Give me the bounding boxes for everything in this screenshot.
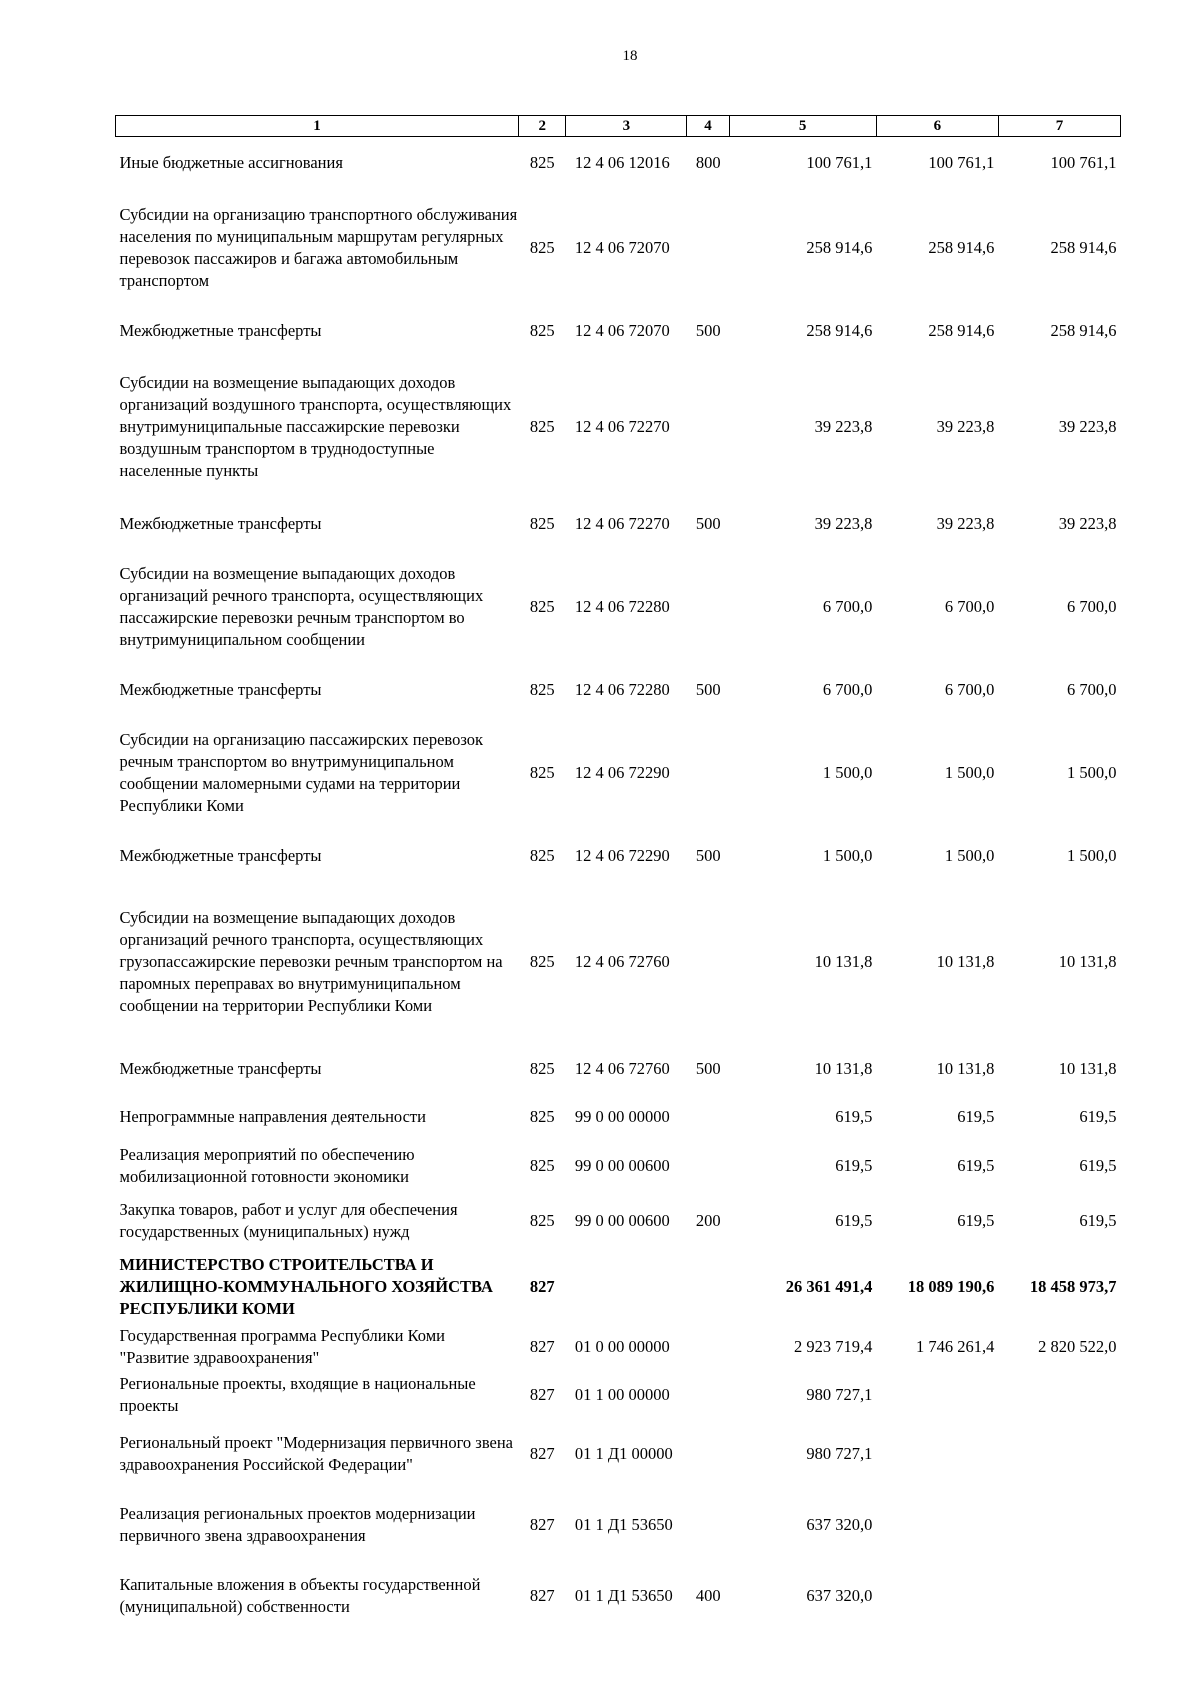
ministry-code: 825 [529,679,555,699]
amount-col6: 1 500,0 [944,762,995,782]
amount-col6: 619,5 [957,1106,995,1126]
target-code: 12 4 06 72070 [574,237,670,257]
ministry-code: 825 [529,1106,555,1126]
amount-col5: 100 761,1 [806,152,873,172]
ministry-code: 825 [529,513,555,533]
row-name: Региональные проекты, входящие в национальные проекты [119,1373,476,1415]
ministry-code: 827 [529,1276,555,1296]
expense-type [687,1371,729,1419]
amount-col5: 637 320,0 [806,1585,873,1605]
target-code [566,1251,687,1323]
row-name: Реализация региональных проектов модернизации первичного звена здравоохранения [119,1503,476,1545]
page-number: 18 [622,48,638,64]
amount-col6 [876,1489,998,1561]
row-name: Межбюджетные трансферты [119,513,322,533]
amount-col5: 39 223,8 [814,513,873,533]
row-name: Субсидии на организацию пассажирских перевозок речным транспортом во внутримуниципальном сообщении маломерными судами на территории Республики Коми [119,729,484,815]
column-header: 4 [687,116,729,137]
ministry-code: 827 [529,1514,555,1534]
table-row [116,355,1121,500]
table-row [116,189,1121,307]
amount-col7 [998,1371,1120,1419]
ministry-code: 825 [529,1155,555,1175]
ministry-code: 825 [529,596,555,616]
row-name: Региональный проект "Модернизация первичного звена здравоохранения Российской Федерации" [119,1432,513,1474]
amount-col5: 10 131,8 [814,952,873,971]
amount-col5: 39 223,8 [814,417,873,436]
table-row [116,1093,1121,1141]
target-code: 12 4 06 72270 [574,417,670,436]
amount-col6 [876,1561,998,1631]
target-code: 12 4 06 72280 [574,596,670,616]
column-header: 2 [519,116,566,137]
table-row [116,880,1121,1045]
expense-type: 500 [695,320,721,340]
target-code: 01 1 Д1 00000 [574,1443,673,1463]
column-header: 1 [116,116,519,137]
expense-type [687,880,729,1045]
amount-col5: 1 500,0 [822,762,873,782]
amount-col6: 10 131,8 [936,1058,995,1078]
expense-type [687,1489,729,1561]
target-code: 12 4 06 72760 [574,1058,670,1078]
target-code: 12 4 06 72760 [574,952,670,971]
table-row [116,666,1121,714]
row-name: Непрограммные направления деятельности [119,1106,426,1126]
table-row [116,1323,1121,1371]
table-row [116,832,1121,880]
amount-col7 [998,1419,1120,1489]
ministry-code: 827 [529,1336,555,1356]
table-row [116,548,1121,666]
column-header: 5 [729,116,876,137]
row-name: Реализация мероприятий по обеспечению мобилизационной готовности экономики [119,1144,415,1186]
target-code: 12 4 06 72280 [574,679,670,699]
ministry-code: 827 [529,1384,555,1404]
table-row [116,1419,1121,1489]
table-row [116,1561,1121,1631]
ministry-code: 825 [529,237,555,257]
amount-col6: 100 761,1 [928,152,995,172]
column-header: 7 [998,116,1120,137]
expense-type [687,1141,729,1191]
amount-col6: 39 223,8 [936,513,995,533]
table-row [116,1141,1121,1191]
amount-col5: 619,5 [835,1210,873,1230]
expense-type [687,189,729,307]
table-row [116,1371,1121,1419]
row-name: Закупка товаров, работ и услуг для обеспечения государственных (муниципальных) нужд [119,1199,458,1241]
row-name: Субсидии на возмещение выпадающих доходов организаций речного транспорта, осуществляющих грузопассажирские перевозки речным транспортом на паромных переправах во внутримуниципальном сообщении на территории Республики Коми [119,908,503,1015]
amount-col7: 258 914,6 [1050,237,1117,257]
amount-col5: 637 320,0 [806,1514,873,1534]
ministry-code: 825 [529,1210,555,1230]
row-name: Иные бюджетные ассигнования [119,152,343,172]
amount-col7: 39 223,8 [1058,417,1117,436]
table-row [116,714,1121,832]
amount-col6: 258 914,6 [928,320,995,340]
ministry-code: 825 [529,417,555,436]
ministry-code: 825 [529,762,555,782]
target-code: 99 0 00 00600 [574,1210,670,1230]
amount-col6: 258 914,6 [928,237,995,257]
amount-col5: 10 131,8 [814,1058,873,1078]
expense-type [687,714,729,832]
expense-type [687,1093,729,1141]
amount-col7: 1 500,0 [1067,845,1117,865]
row-name: Субсидии на организацию транспортного обслуживания населения по муниципальным маршрутам регулярных перевозок пассажиров и багажа автомобильным транспортом [119,204,518,290]
amount-col5: 6 700,0 [822,596,873,616]
target-code: 12 4 06 72270 [574,513,670,533]
expense-type: 200 [695,1210,721,1230]
row-name: Межбюджетные трансферты [119,320,322,340]
target-code: 99 0 00 00600 [574,1155,670,1175]
amount-col7: 258 914,6 [1050,320,1117,340]
amount-col5: 619,5 [835,1106,873,1126]
amount-col5: 2 923 719,4 [793,1336,873,1356]
amount-col5: 980 727,1 [806,1443,873,1463]
expense-type: 800 [695,152,721,172]
amount-col7: 10 131,8 [1058,952,1117,971]
table-row [116,1489,1121,1561]
amount-col7 [998,1561,1120,1631]
expense-type [687,1323,729,1371]
ministry-code: 825 [529,320,555,340]
amount-col6: 1 746 261,4 [916,1336,995,1356]
amount-col7: 100 761,1 [1050,152,1117,172]
target-code: 12 4 06 72290 [574,762,670,782]
target-code: 12 4 06 72290 [574,845,670,865]
amount-col6: 6 700,0 [944,596,995,616]
target-code: 01 1 Д1 53650 [574,1585,673,1605]
ministry-code: 825 [529,1058,555,1078]
expense-type: 400 [695,1585,721,1605]
amount-col6: 10 131,8 [936,952,995,971]
amount-col6: 39 223,8 [936,417,995,436]
row-name: Субсидии на возмещение выпадающих доходов организаций воздушного транспорта, осуществляющих внутримуниципальные пассажирские перевозки воздушным транспортом в труднодоступные населенные пункты [119,373,512,480]
amount-col7: 619,5 [1079,1106,1117,1126]
ministry-code: 825 [529,952,555,971]
ministry-code: 825 [529,845,555,865]
ministry-code: 825 [529,152,555,172]
amount-col5: 258 914,6 [806,237,873,257]
amount-col6 [876,1419,998,1489]
column-header: 3 [566,116,687,137]
expense-type: 500 [695,679,721,699]
amount-col7 [998,1489,1120,1561]
amount-col7: 39 223,8 [1058,513,1117,533]
expense-type [687,548,729,666]
amount-col6 [876,1371,998,1419]
expense-type: 500 [695,1058,721,1078]
table-row [116,500,1121,548]
row-name: Межбюджетные трансферты [119,679,322,699]
expense-type [687,1251,729,1323]
amount-col6: 1 500,0 [944,845,995,865]
target-code: 12 4 06 12016 [574,152,670,172]
ministry-code: 827 [529,1585,555,1605]
ministry-code: 827 [529,1443,555,1463]
row-name: Капитальные вложения в объекты государственной (муниципальной) собственности [119,1574,481,1616]
amount-col7: 10 131,8 [1058,1058,1117,1078]
column-header: 6 [876,116,998,137]
row-name: Межбюджетные трансферты [119,845,322,865]
target-code: 12 4 06 72070 [574,320,670,340]
row-name: Государственная программа Республики Коми "Развитие здравоохранения" [119,1325,445,1367]
amount-col7: 1 500,0 [1067,762,1117,782]
amount-col7: 619,5 [1079,1210,1117,1230]
amount-col6: 619,5 [957,1210,995,1230]
amount-col5: 258 914,6 [806,320,873,340]
expense-type [687,1419,729,1489]
amount-col7: 6 700,0 [1067,679,1117,699]
amount-col5: 619,5 [835,1155,873,1175]
target-code: 01 1 Д1 53650 [574,1514,673,1534]
row-name: МИНИСТЕРСТВО СТРОИТЕЛЬСТВА И ЖИЛИЩНО-КОММУНАЛЬНОГО ХОЗЯЙСТВА РЕСПУБЛИКИ КОМИ [119,1254,493,1318]
amount-col7: 18 458 973,7 [1029,1276,1117,1296]
budget-table [115,115,1121,1631]
amount-col6: 619,5 [957,1155,995,1175]
table-header-row [116,116,1121,137]
amount-col5: 980 727,1 [806,1384,873,1404]
expense-type: 500 [695,845,721,865]
target-code: 99 0 00 00000 [574,1106,670,1126]
amount-col5: 26 361 491,4 [785,1276,873,1296]
row-name: Субсидии на возмещение выпадающих доходов организаций речного транспорта, осуществляющих пассажирские перевозки речным транспортом во внутримуниципальном сообщении [119,563,484,649]
amount-col7: 2 820 522,0 [1038,1336,1117,1356]
table-row [116,307,1121,355]
table-row [116,1191,1121,1251]
amount-col5: 1 500,0 [822,845,873,865]
table-row [116,1045,1121,1093]
table-row [116,137,1121,189]
amount-col6: 18 089 190,6 [907,1276,995,1296]
expense-type [687,355,729,500]
expense-type: 500 [695,513,721,533]
target-code: 01 1 00 00000 [574,1384,670,1404]
amount-col7: 619,5 [1079,1155,1117,1175]
table-row [116,1251,1121,1323]
target-code: 01 0 00 00000 [574,1336,670,1356]
amount-col5: 6 700,0 [822,679,873,699]
amount-col6: 6 700,0 [944,679,995,699]
row-name: Межбюджетные трансферты [119,1058,322,1078]
amount-col7: 6 700,0 [1067,596,1117,616]
